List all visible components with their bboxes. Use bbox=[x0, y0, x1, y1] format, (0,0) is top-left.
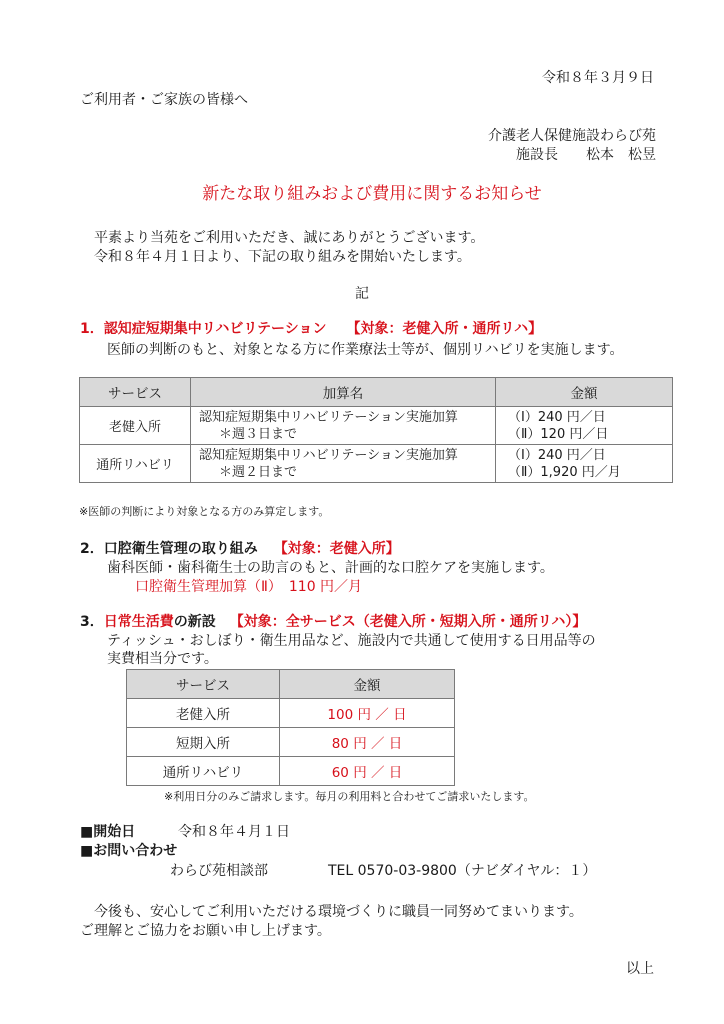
table-row bbox=[127, 757, 455, 786]
amount-cell bbox=[496, 407, 673, 445]
section3-fee-table bbox=[126, 669, 455, 786]
section3-number: 3． bbox=[80, 614, 104, 630]
section3-footnote: ※利用日分のみご請求します。毎月の利用料と合わせてご請求いたします。 bbox=[164, 790, 535, 803]
section1-number: 1． bbox=[80, 321, 104, 337]
recipient-line: ご利用者・ご家族の皆様へ bbox=[80, 92, 248, 108]
section2-target: 【対象：老健入所】 bbox=[273, 541, 400, 557]
start-date-label: ■開始日 bbox=[80, 824, 136, 840]
amount-cell bbox=[496, 445, 673, 483]
amount-cell: 60 円 ／ 日 bbox=[280, 757, 455, 786]
table-header-row bbox=[127, 670, 455, 699]
addition-name: 認知症短期集中リハビリテーション実施加算 bbox=[199, 447, 458, 463]
addition-name-cell bbox=[191, 445, 496, 483]
section2-heading bbox=[80, 540, 400, 558]
table-header-addition: 加算名 bbox=[191, 378, 496, 407]
section3-description-line-2: 実費相当分です。 bbox=[107, 651, 218, 667]
ki-marker: 記 bbox=[355, 286, 369, 302]
table-row bbox=[127, 699, 455, 728]
service-cell: 老健入所 bbox=[127, 699, 280, 728]
section3-description-line-1: ティッシュ・おしぼり・衛生用品など、施設内で共通して使用する日用品等の bbox=[107, 633, 596, 649]
intro-line-2: 令和８年４月１日より、下記の取り組みを開始いたします。 bbox=[94, 249, 471, 265]
contact-label: ■お問い合わせ bbox=[80, 843, 178, 859]
section1-fee-table bbox=[79, 377, 673, 483]
section3-heading bbox=[80, 613, 586, 631]
amount-line-2: （Ⅱ）120 円／日 bbox=[508, 426, 609, 442]
table-header-amount: 金額 bbox=[496, 378, 673, 407]
section3-target: 【対象：全サービス（老健入所・短期入所・通所リハ）】 bbox=[229, 614, 587, 630]
addition-note: ＊週２日まで bbox=[219, 464, 298, 480]
service-cell: 通所リハビリ bbox=[127, 757, 280, 786]
table-header-amount: 金額 bbox=[280, 670, 455, 699]
section1-heading bbox=[80, 320, 542, 338]
organization-name: 介護老人保健施設わらび苑 bbox=[488, 128, 656, 144]
closing-line-2: ご理解とご協力をお願い申し上げます。 bbox=[80, 923, 331, 939]
amount-line-2: （Ⅱ）1,920 円／月 bbox=[508, 464, 621, 480]
section1-target: 【対象：老健入所・通所リハ】 bbox=[346, 321, 543, 337]
signatory-name: 施設長 松本 松昱 bbox=[516, 147, 656, 163]
amount-cell: 80 円 ／ 日 bbox=[280, 728, 455, 757]
ijo-marker: 以上 bbox=[626, 961, 654, 977]
section2-title: 口腔衛生管理の取り組み bbox=[103, 541, 258, 557]
contact-department: わらび苑相談部 bbox=[170, 863, 268, 879]
table-row bbox=[80, 407, 673, 445]
service-cell: 通所リハビリ bbox=[80, 445, 191, 483]
table-header-row bbox=[80, 378, 673, 407]
section2-fee: 口腔衛生管理加算（Ⅱ） 110 円／月 bbox=[135, 579, 363, 595]
section2-description: 歯科医師・歯科衛生士の助言のもと、計画的な口腔ケアを実施します。 bbox=[107, 560, 554, 576]
table-row bbox=[80, 445, 673, 483]
document-date: 令和８年３月９日 bbox=[542, 70, 654, 86]
page-title: 新たな取り組みおよび費用に関するお知らせ bbox=[202, 184, 542, 204]
section3-title-red: 日常生活費 bbox=[103, 614, 174, 630]
service-cell: 老健入所 bbox=[80, 407, 191, 445]
addition-name: 認知症短期集中リハビリテーション実施加算 bbox=[199, 409, 458, 425]
amount-line-1: （Ⅰ）240 円／日 bbox=[508, 447, 606, 463]
contact-phone: TEL 0570-03-9800（ナビダイヤル：１） bbox=[328, 863, 597, 879]
closing-line-1: 今後も、安心してご利用いただける環境づくりに職員一同努めてまいります。 bbox=[80, 904, 583, 920]
section3-title-rest: の新設 bbox=[173, 614, 216, 630]
table-header-service: サービス bbox=[127, 670, 280, 699]
section1-footnote: ※医師の判断により対象となる方のみ算定します。 bbox=[79, 505, 330, 518]
table-header-service: サービス bbox=[80, 378, 191, 407]
table-row bbox=[127, 728, 455, 757]
intro-line-1: 平素より当苑をご利用いただき、誠にありがとうございます。 bbox=[94, 230, 485, 246]
section1-description: 医師の判断のもと、対象となる方に作業療法士等が、個別リハビリを実施します。 bbox=[107, 342, 624, 358]
amount-line-1: （Ⅰ）240 円／日 bbox=[508, 409, 606, 425]
addition-name-cell bbox=[191, 407, 496, 445]
amount-cell: 100 円 ／ 日 bbox=[280, 699, 455, 728]
section2-number: 2． bbox=[80, 541, 104, 557]
section1-title: 認知症短期集中リハビリテーション bbox=[103, 321, 327, 337]
start-date-value: 令和８年４月１日 bbox=[178, 824, 290, 840]
service-cell: 短期入所 bbox=[127, 728, 280, 757]
addition-note: ＊週３日まで bbox=[219, 426, 298, 442]
